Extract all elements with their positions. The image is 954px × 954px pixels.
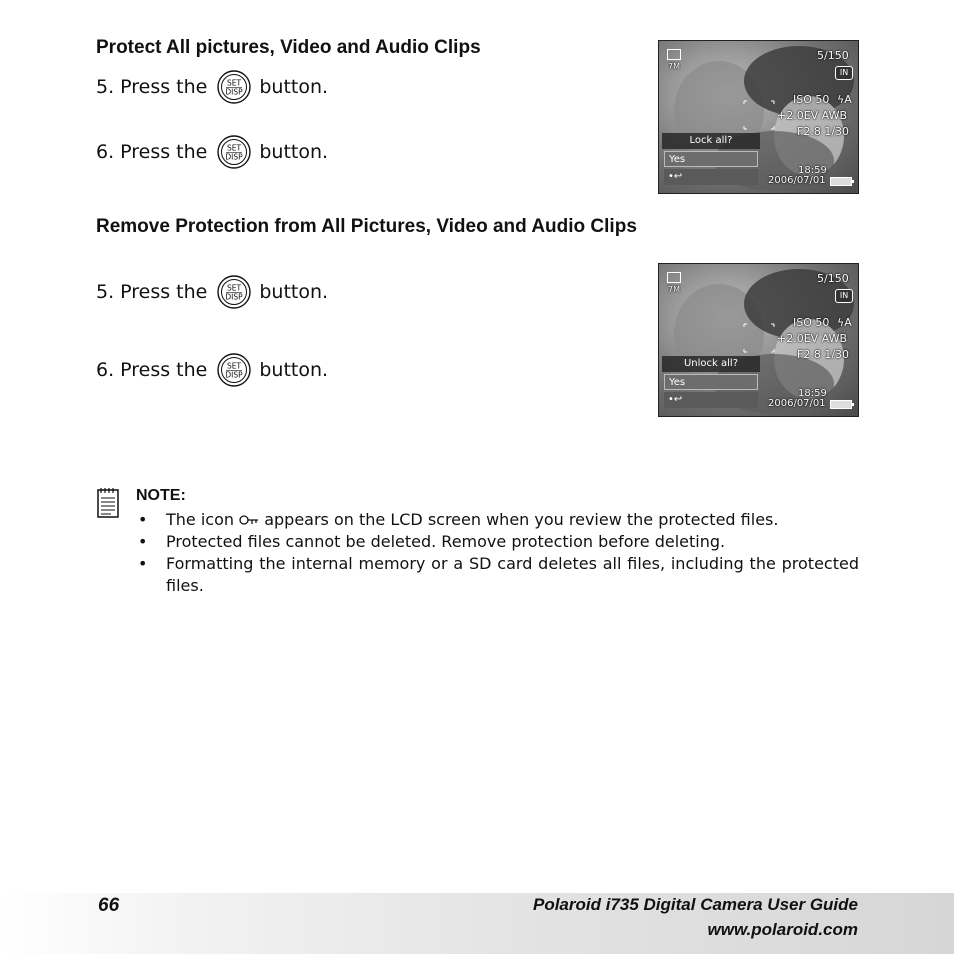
resolution-label: 7M [668, 62, 680, 71]
flash-mode: ϟA [837, 316, 852, 329]
frame-counter: 5/150 [817, 49, 849, 62]
note-bullet: • The icon appears on the LCD screen when you review the protected files. [138, 510, 779, 529]
menu-option-yes: Yes [664, 151, 758, 167]
date-readout: 2006/07/01 [768, 175, 826, 186]
iso-readout: ISO 50 [793, 316, 830, 329]
step-number: 5. [96, 281, 115, 303]
note-text: The icon [166, 510, 235, 529]
playback-icon [667, 272, 681, 283]
menu-option-back: •↩ [664, 169, 758, 185]
flash-mode: ϟA [837, 93, 852, 106]
unlock-menu [662, 356, 760, 410]
guide-title: Polaroid i735 Digital Camera User Guide [532, 895, 858, 914]
notepad-icon [96, 487, 120, 519]
step-text-after: button. [259, 76, 329, 98]
key-icon [239, 514, 259, 526]
internal-memory-icon: IN [835, 66, 853, 80]
step-text-before: Press the [120, 76, 208, 98]
set-disp-button-icon [217, 275, 251, 309]
menu-option-yes: Yes [664, 374, 758, 390]
set-disp-button-icon [217, 70, 251, 104]
lcd-screenshot-unlock [658, 263, 859, 417]
step-number: 5. [96, 76, 115, 98]
step-6-unprotect [96, 353, 328, 387]
aperture-shutter-readout: F2.8 1/30 [797, 348, 850, 361]
note-text: Protected files cannot be deleted. Remove protection before deleting. [166, 532, 726, 551]
lock-menu [662, 133, 760, 187]
ev-wb-readout: +2.0EV AWB [777, 109, 848, 122]
note-title: NOTE: [136, 487, 186, 504]
set-disp-button-icon [217, 353, 251, 387]
step-text-after: button. [259, 359, 329, 381]
step-text-before: Press the [120, 281, 208, 303]
battery-icon [830, 400, 852, 409]
website-link[interactable]: www.polaroid.com [707, 920, 858, 939]
step-text-before: Press the [120, 359, 208, 381]
iso-readout: ISO 50 [793, 93, 830, 106]
aperture-shutter-readout: F2.8 1/30 [797, 125, 850, 138]
time-readout: 18:59 [798, 165, 827, 176]
menu-option-back: •↩ [664, 392, 758, 408]
internal-memory-icon: IN [835, 289, 853, 303]
step-text-after: button. [259, 141, 329, 163]
section-heading-protect: Protect All pictures, Video and Audio Clips [96, 37, 481, 58]
playback-icon [667, 49, 681, 60]
time-readout: 18:59 [798, 388, 827, 399]
section-heading-remove-protection: Remove Protection from All Pictures, Video and Audio Clips [96, 216, 637, 237]
note-text: appears on the LCD screen when you review the protected files. [264, 510, 779, 529]
menu-title: Unlock all? [662, 356, 760, 372]
note-bullet: • Formatting the internal memory or a SD card deletes all files, including the protected files. [138, 554, 859, 595]
step-5-unprotect [96, 275, 328, 309]
note-bullet: • Protected files cannot be deleted. Remove protection before deleting. [138, 531, 858, 553]
menu-title: Lock all? [662, 133, 760, 149]
step-text-after: button. [259, 281, 329, 303]
frame-counter: 5/150 [817, 272, 849, 285]
battery-icon [830, 177, 852, 186]
step-text-before: Press the [120, 141, 208, 163]
step-6-protect [96, 135, 328, 169]
step-number: 6. [96, 359, 115, 381]
step-number: 6. [96, 141, 115, 163]
set-disp-button-icon [217, 135, 251, 169]
note-text: Formatting the internal memory or a SD card deletes all files, including the protected files. [166, 554, 859, 595]
resolution-label: 7M [668, 285, 680, 294]
lcd-screenshot-lock [658, 40, 859, 194]
date-readout: 2006/07/01 [768, 398, 826, 409]
page-number: 66 [98, 895, 120, 916]
step-5-protect [96, 70, 328, 104]
ev-wb-readout: +2.0EV AWB [777, 332, 848, 345]
